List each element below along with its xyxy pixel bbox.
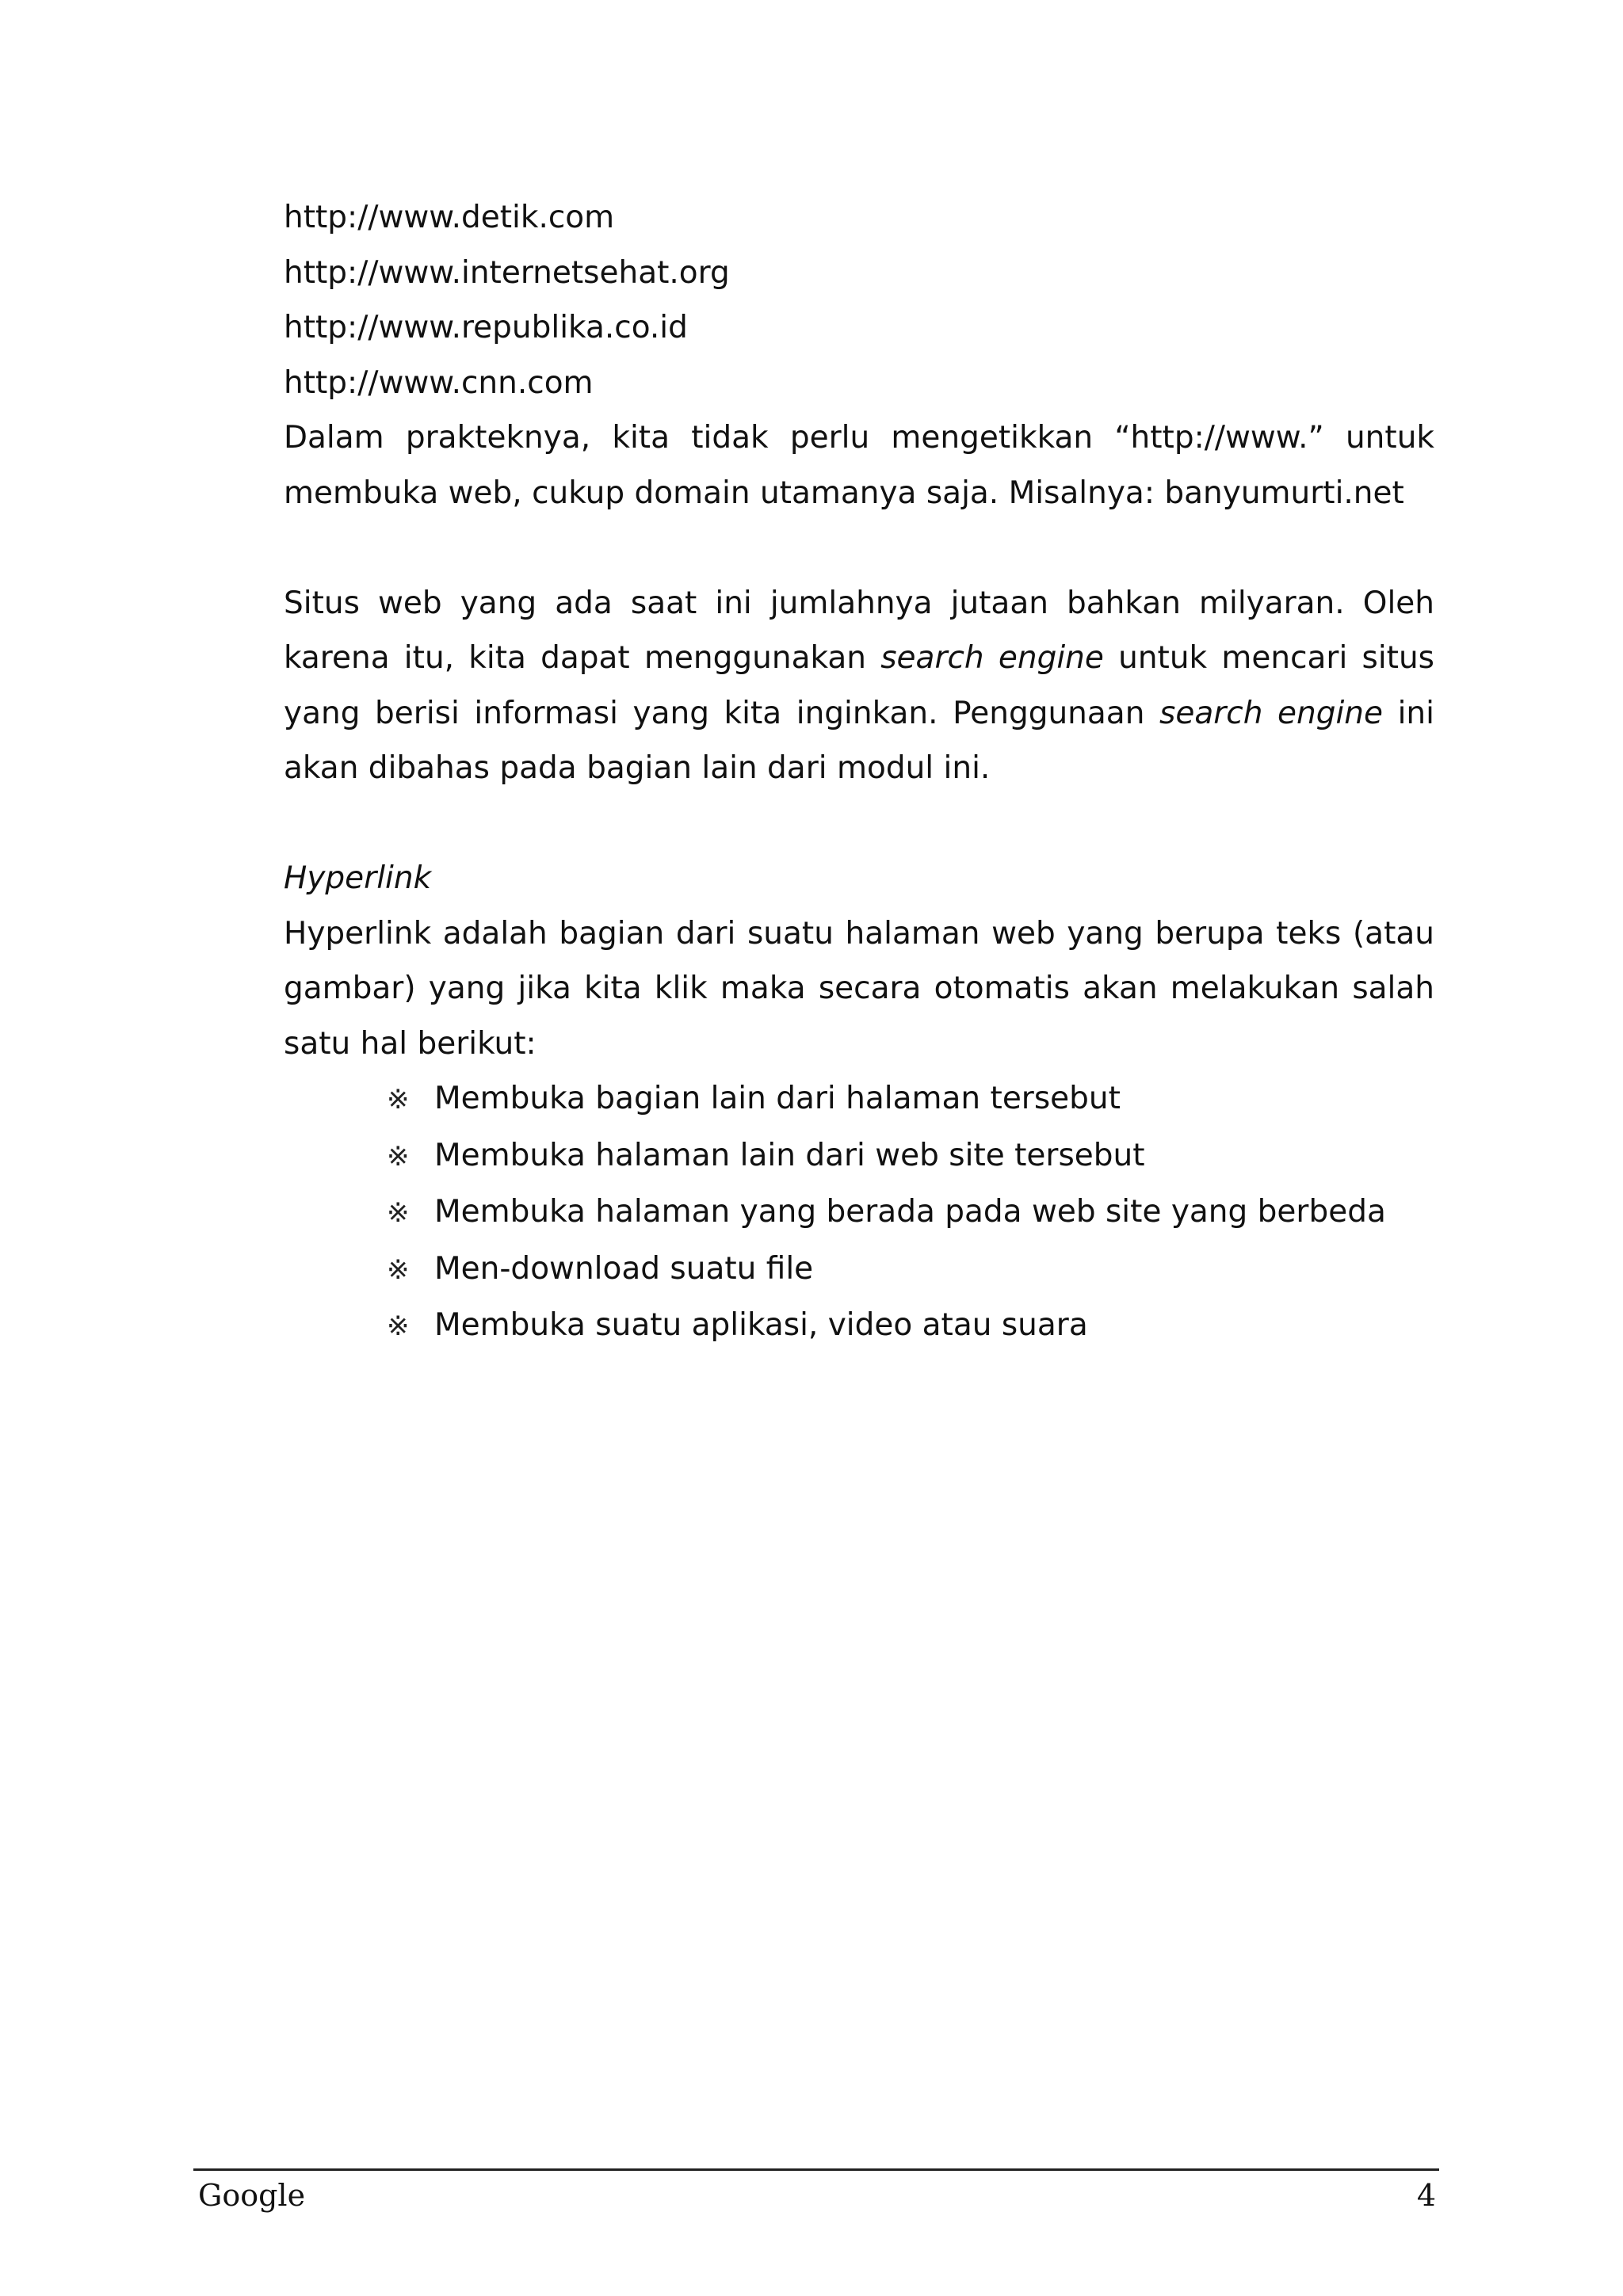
reference-mark-icon: ※ [387,1197,410,1229]
paragraph-gap [284,796,1434,852]
reference-mark-icon: ※ [387,1084,410,1116]
url-line: http://www.republika.co.id [284,310,688,345]
page-footer [198,2174,1436,2217]
reference-mark-icon: ※ [387,1140,410,1173]
list-item [387,1184,1434,1241]
list-item [387,1071,1434,1128]
paragraph-gap [284,521,1434,576]
italic-term: search engine [880,640,1104,676]
list-item-text: Membuka bagian lain dari halaman tersebut [434,1081,1121,1116]
bullet-list [284,1071,1434,1355]
reference-mark-icon: ※ [387,1253,410,1286]
paragraph-domain-tip: Dalam prakteknya, kita tidak perlu mengetikkan “http://www.” untuk membuka web, cukup domain utamanya saja. Misalnya: banyumurti.net [284,420,1434,511]
list-item-text: Membuka suatu aplikasi, video atau suara [434,1307,1088,1343]
page-number: 4 [1416,2178,1436,2213]
list-item-text: Membuka halaman yang berada pada web site yang berbeda [434,1194,1386,1230]
paragraph-text: untuk mencari situs yang berisi informasi yang kita inginkan. Penggunaan [284,640,1434,731]
list-item-text: Membuka halaman lain dari web site tersebut [434,1137,1145,1173]
footer-title: Google [198,2178,306,2213]
document-body [284,190,1434,1355]
paragraph-text: Situs web yang ada saat ini jumlahnya jutaan bahkan milyaran. Oleh karena itu, kita dapat menggunakan [284,585,1434,676]
section-heading: Hyperlink [284,860,432,896]
list-item-text: Men-download suatu file [434,1250,814,1287]
paragraph-search-engine [284,576,1434,796]
footer-divider [193,2168,1439,2171]
paragraph-hyperlink: Hyperlink adalah bagian dari suatu halaman web yang berupa teks (atau gambar) yang jika kita klik maka secara otomatis akan melakukan salah satu hal berikut: [284,915,1434,1062]
list-item [387,1241,1434,1299]
list-item [387,1298,1434,1355]
paragraph-text: ini akan dibahas pada bagian lain dari modul ini. [284,695,1434,786]
list-item [387,1128,1434,1185]
url-line: http://www.cnn.com [284,364,594,401]
url-line: http://www.internetsehat.org [284,254,730,291]
url-line: http://www.detik.com [284,200,615,235]
italic-term: search engine [1159,695,1384,731]
reference-mark-icon: ※ [387,1310,410,1342]
